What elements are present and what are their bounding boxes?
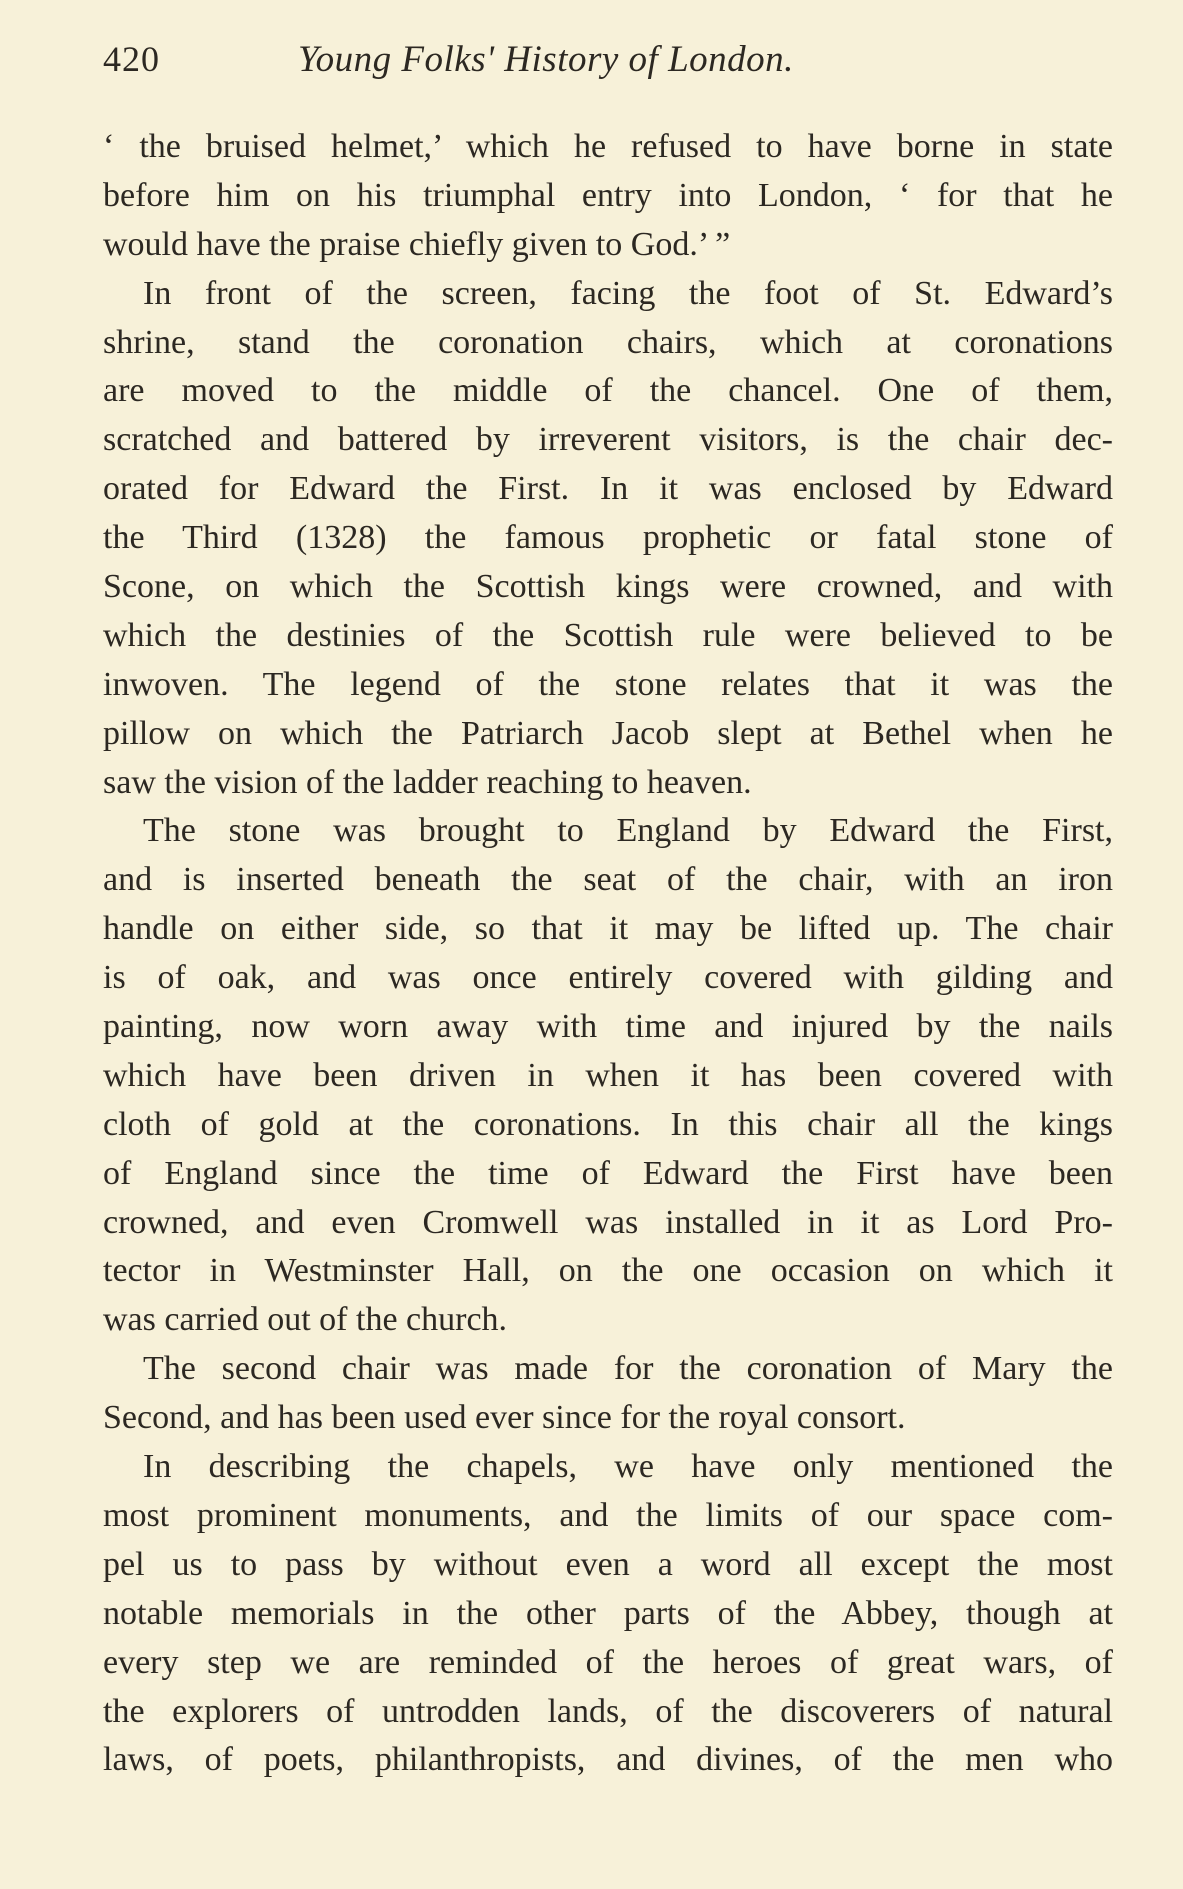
paragraph-first-line: In describing the chapels, we have only mentioned the <box>143 1448 1113 1486</box>
text-line: before him on his triumphal entry into London, ‘ for that he <box>103 176 1113 214</box>
text-line: most prominent monuments, and the limits of our space com- <box>103 1496 1113 1534</box>
text-line: handle on either side, so that it may be lifted up. The chair <box>103 910 1113 948</box>
text-line: Scone, on which the Scottish kings were crowned, and with <box>103 568 1113 606</box>
text-line: tector in Westminster Hall, on the one occasion on which it <box>103 1252 1113 1290</box>
paragraph-first-line: In front of the screen, facing the foot of St. Edward’s <box>143 274 1113 312</box>
text-line: the Third (1328) the famous prophetic or fatal stone of <box>103 519 1113 557</box>
paragraph-first-line: The second chair was made for the coronation of Mary the <box>143 1350 1113 1388</box>
text-line: scratched and battered by irreverent visitors, is the chair dec- <box>103 421 1113 459</box>
text-line: would have the praise chiefly given to God.’ ” <box>103 225 731 263</box>
text-line: orated for Edward the First. In it was enclosed by Edward <box>103 470 1113 508</box>
text-line: inwoven. The legend of the stone relates that it was the <box>103 665 1113 703</box>
text-line: saw the vision of the ladder reaching to heaven. <box>103 763 752 801</box>
text-line: which the destinies of the Scottish rule were believed to be <box>103 616 1113 654</box>
text-line: pillow on which the Patriarch Jacob slept at Bethel when he <box>103 714 1113 752</box>
text-line: Second, and has been used ever since for the royal consort. <box>103 1399 906 1437</box>
text-line: which have been driven in when it has been covered with <box>103 1056 1113 1094</box>
body-text <box>103 123 1113 1785</box>
text-line: crowned, and even Cromwell was installed in it as Lord Pro- <box>103 1203 1113 1241</box>
text-line: laws, of poets, philanthropists, and divines, of the men who <box>103 1741 1113 1779</box>
text-line: pel us to pass by without even a word all except the most <box>103 1545 1113 1583</box>
paragraph-first-line: The stone was brought to England by Edward the First, <box>143 812 1113 850</box>
text-line: cloth of gold at the coronations. In this chair all the kings <box>103 1105 1113 1143</box>
text-line: and is inserted beneath the seat of the chair, with an iron <box>103 861 1113 899</box>
page-header <box>103 38 1113 98</box>
text-line: is of oak, and was once entirely covered with gilding and <box>103 959 1113 997</box>
text-line: the explorers of untrodden lands, of the discoverers of natural <box>103 1692 1113 1730</box>
text-line: ‘ the bruised helmet,’ which he refused to have borne in state <box>103 128 1113 165</box>
text-line: of England since the time of Edward the First have been <box>103 1154 1113 1192</box>
text-line: notable memorials in the other parts of the Abbey, though at <box>103 1594 1113 1632</box>
text-line: was carried out of the church. <box>103 1301 508 1339</box>
text-line: every step we are reminded of the heroes of great wars, of <box>103 1643 1113 1681</box>
running-title: Young Folks' History of London. <box>298 39 794 80</box>
text-line: painting, now worn away with time and injured by the nails <box>103 1008 1113 1046</box>
page-number: 420 <box>103 39 160 79</box>
text-line: shrine, stand the coronation chairs, which at coronations <box>103 323 1113 361</box>
text-line: are moved to the middle of the chancel. One of them, <box>103 372 1113 410</box>
